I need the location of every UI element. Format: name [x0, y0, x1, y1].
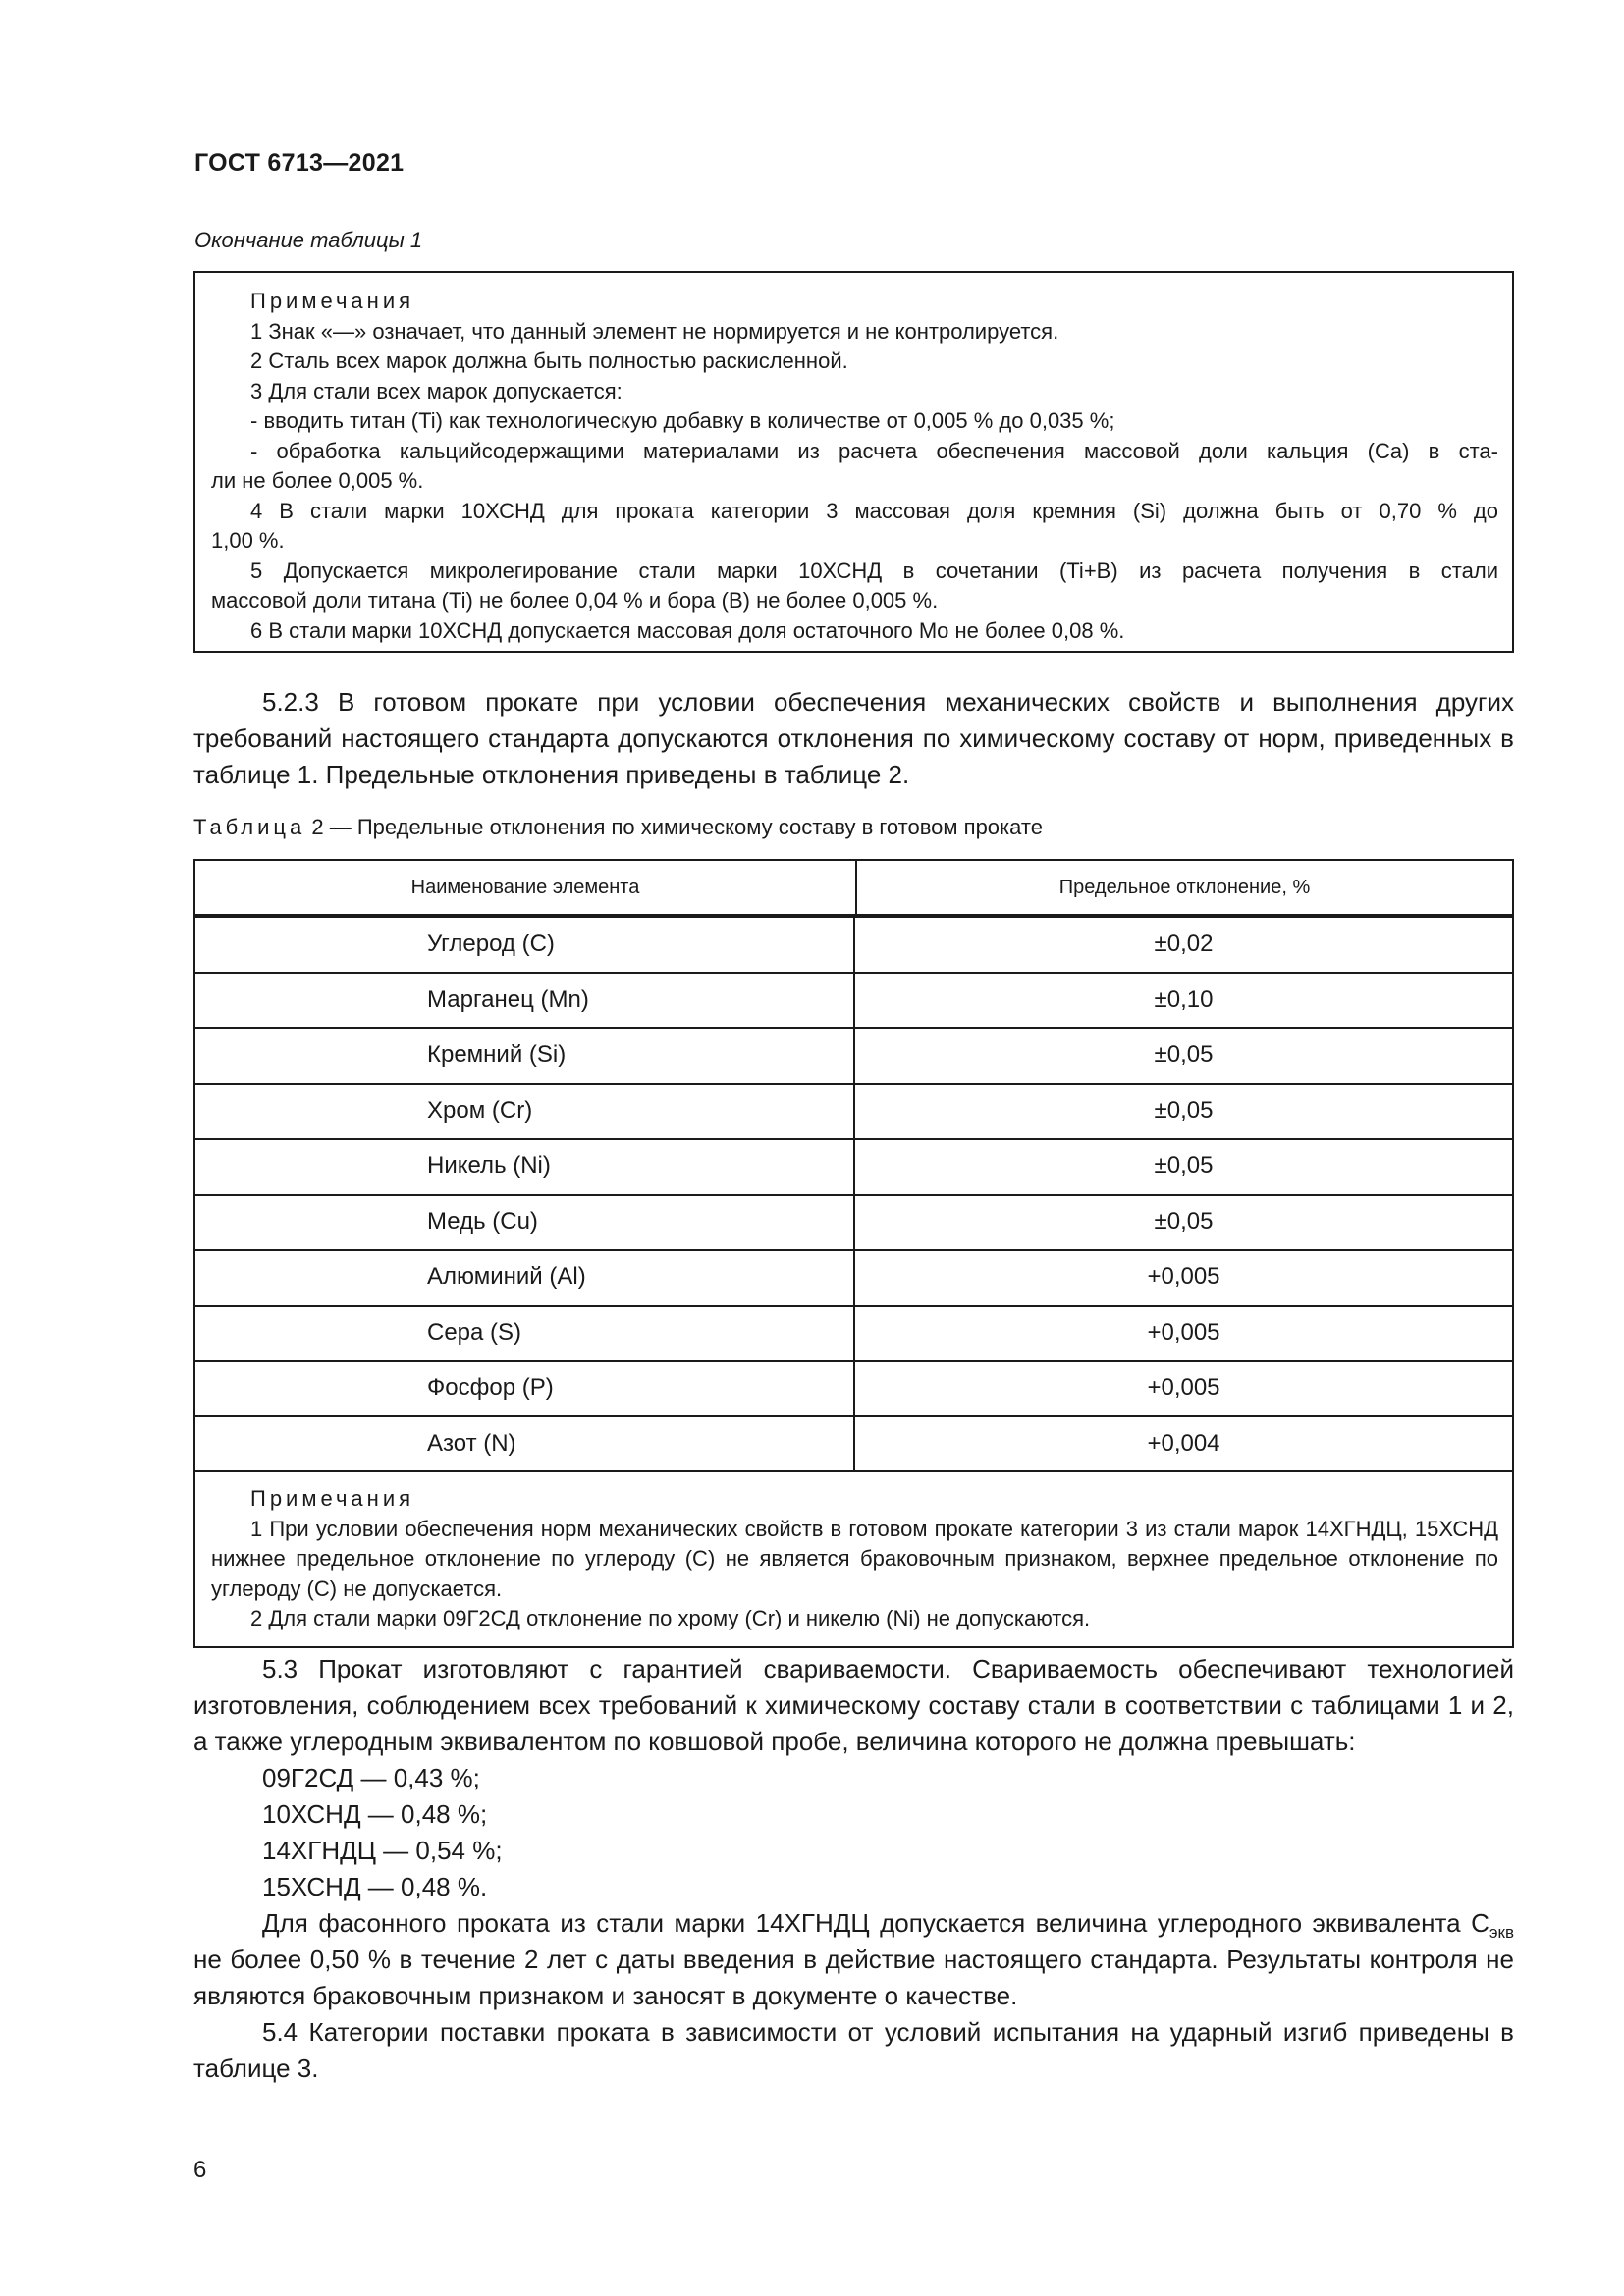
- deviation-cell: ±0,05: [1154, 1096, 1214, 1124]
- list-item: 15ХСНД — 0,48 %.: [262, 1872, 488, 1901]
- table-row: [195, 1417, 1512, 1473]
- element-cell: Алюминий (Al): [195, 1251, 855, 1305]
- document-header: ГОСТ 6713—2021: [194, 149, 405, 177]
- table-row: [195, 1251, 1512, 1307]
- note-line: 4 В стали марки 10ХСНД для проката категории 3 массовая доля кремния (Si) должна быть от 0,70 % до: [250, 498, 1498, 523]
- element-cell: Хром (Cr): [195, 1085, 855, 1139]
- note-line: 1 При условии обеспечения норм механических свойств в готовом прокате категории 3 из стали марок 14ХГНДЦ, 15ХСНД нижнее предельное отклонение по углероду (C) не является браковочным признаком, верхнее предельное отклонение по углероду (C) не допускается.: [211, 1516, 1498, 1601]
- table-caption-text: 2 — Предельные отклонения по химическому составу в готовом прокате: [311, 815, 1043, 839]
- paragraph-5-2-3: [193, 684, 1514, 793]
- table2-caption: [193, 815, 1043, 840]
- note-line: 2 Сталь всех марок должна быть полностью раскисленной.: [250, 348, 848, 373]
- deviation-cell: +0,005: [1147, 1318, 1220, 1346]
- table-row: [195, 1362, 1512, 1417]
- table1-notes-box: [193, 271, 1514, 653]
- deviation-cell: ±0,05: [1154, 1207, 1214, 1235]
- paragraph-text: Для фасонного проката из стали марки 14ХГНДЦ допускается величина углеродного эквивалента: [262, 1908, 1461, 1938]
- note-line: - обработка кальцийсодержащими материалами из расчета обеспечения массовой доли кальция (Ca) в ста-: [250, 438, 1498, 463]
- element-cell: Азот (N): [195, 1417, 855, 1471]
- element-cell: Марганец (Mn): [195, 974, 855, 1028]
- table-header-row: [195, 861, 1512, 918]
- list-item: 14ХГНДЦ — 0,54 %;: [262, 1836, 503, 1865]
- paragraph-text: 5.3 Прокат изготовляют с гарантией свариваемости. Свариваемость обеспечивают технологией изготовления, соблюдением всех требований к химическому составу стали в соответствии с таблицами 1 и 2, а также углеродным эквивалентом по ковшовой пробе, величина которого не должна превышать:: [193, 1654, 1514, 1756]
- column-header-deviation: Предельное отклонение, %: [1058, 876, 1311, 898]
- table-row: [195, 1029, 1512, 1085]
- element-cell: Сера (S): [195, 1307, 855, 1361]
- table-row: [195, 1140, 1512, 1196]
- deviation-cell: ±0,10: [1154, 986, 1214, 1013]
- element-cell: Фосфор (P): [195, 1362, 855, 1415]
- deviation-cell: ±0,05: [1154, 1152, 1214, 1180]
- note-line: 1,00 %.: [211, 528, 285, 553]
- paragraph-text: не более 0,50 % в течение 2 лет с даты введения в действие настоящего стандарта. Результаты контроля не являются браковочным признаком и заносят в документе о качестве.: [193, 1945, 1514, 2010]
- deviation-cell: ±0,05: [1154, 1041, 1214, 1069]
- paragraph-text: 5.2.3 В готовом прокате при условии обеспечения механических свойств и выполнения других требований настоящего стандарта допускаются отклонения по химическому составу от норм, приведенных в таблице 1. Предельные отклонения приведены в таблице 2.: [193, 687, 1514, 789]
- table-row: [195, 918, 1512, 974]
- table-row: [195, 1085, 1512, 1141]
- deviation-cell: ±0,02: [1154, 931, 1214, 958]
- note-line: массовой доли титана (Ti) не более 0,04 % и бора (B) не более 0,005 %.: [211, 588, 939, 613]
- note-line: 5 Допускается микролегирование стали марки 10ХСНД в сочетании (Ti+B) из расчета получения в стали: [250, 558, 1498, 583]
- page-number: 6: [193, 2157, 207, 2183]
- table-row: [195, 974, 1512, 1030]
- table-row: [195, 1196, 1512, 1252]
- column-header-element: Наименование элемента: [195, 861, 857, 914]
- paragraph-shaped-profile: [193, 1905, 1514, 2014]
- note-line: - вводить титан (Ti) как технологическую добавку в количестве от 0,005 % до 0,035 %;: [250, 408, 1115, 433]
- element-cell: Углерод (C): [195, 918, 855, 972]
- note-line: 6 В стали марки 10ХСНД допускается массовая доля остаточного Mo не более 0,08 %.: [250, 617, 1125, 643]
- table2-notes: [195, 1472, 1512, 1646]
- deviation-cell: +0,004: [1147, 1429, 1220, 1457]
- paragraph-5-4: 5.4 Категории поставки проката в зависимости от условий испытания на ударный изгиб приведены в таблице 3.: [193, 2017, 1514, 2083]
- table-caption-label: Таблица: [193, 815, 306, 839]
- list-item: 09Г2СД — 0,43 %;: [262, 1763, 480, 1792]
- deviation-cell: +0,005: [1147, 1263, 1220, 1291]
- table-row: [195, 1307, 1512, 1362]
- element-cell: Кремний (Si): [195, 1029, 855, 1083]
- table2: [193, 859, 1514, 1648]
- element-cell: Медь (Cu): [195, 1196, 855, 1250]
- notes-heading: Примечания: [250, 1486, 415, 1511]
- notes-heading: Примечания: [250, 289, 415, 313]
- note-line: ли не более 0,005 %.: [211, 468, 424, 493]
- paragraph-5-3: [193, 1651, 1514, 2087]
- note-line: 3 Для стали всех марок допускается:: [250, 378, 623, 403]
- ceq-subscript: экв: [1489, 1923, 1514, 1942]
- deviation-cell: +0,005: [1147, 1374, 1220, 1402]
- element-cell: Никель (Ni): [195, 1140, 855, 1194]
- note-line: 2 Для стали марки 09Г2СД отклонение по хрому (Cr) и никелю (Ni) не допускаются.: [250, 1606, 1091, 1630]
- list-item: 10ХСНД — 0,48 %;: [262, 1799, 488, 1829]
- ceq-symbol: C: [1471, 1908, 1489, 1938]
- table-continuation-title: Окончание таблицы 1: [194, 228, 423, 252]
- note-line: 1 Знак «—» означает, что данный элемент не нормируется и не контролируется.: [250, 318, 1059, 344]
